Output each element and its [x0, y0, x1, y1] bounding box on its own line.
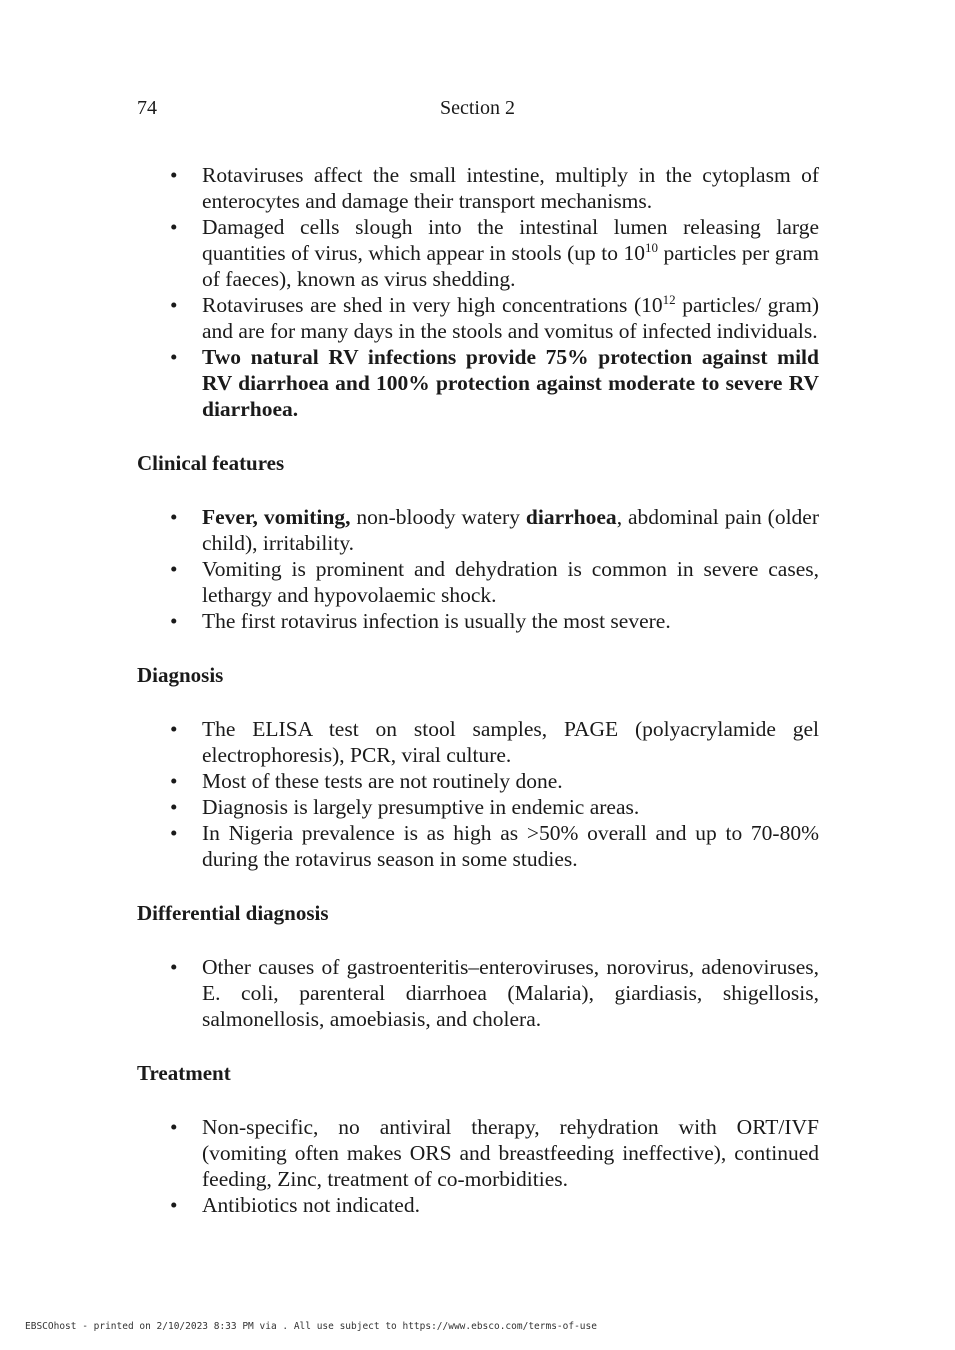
list-item: • The first rotavirus infection is usually the most severe. [137, 608, 819, 634]
list-item: • Non-specific, no antiviral therapy, rehydration with ORT/IVF (vomiting often makes ORS and breastfeeding ineffective), continued feeding, Zinc, treatment of co-morbidities. [137, 1114, 819, 1192]
list-item: • Diagnosis is largely presumptive in endemic areas. [137, 794, 819, 820]
page-number: 74 [137, 97, 157, 119]
list-item: • Most of these tests are not routinely done. [137, 768, 819, 794]
list-item: • Damaged cells slough into the intestinal lumen releasing large quantities of virus, which appear in stools (up to $10^{10}$ particles per gram of faeces), known as virus shedding. [137, 214, 819, 292]
running-head: Section 2 [440, 97, 515, 119]
list-item: • Other causes of gastroenteritis–enteroviruses, norovirus, adenoviruses, E. coli, parenteral diarrhoea (Malaria), giardiasis, shigellosis, salmonellosis, amoebiasis, and cholera. [137, 954, 819, 1032]
list-item: • Two natural RV infections provide 75% protection against mild RV diarrhoea and 100% protection against moderate to severe RV diarrhoea. [137, 344, 819, 422]
list-item: • Fever, vomiting, non-bloody watery diarrhoea, abdominal pain (older child), irritability. [137, 504, 819, 556]
list-item: • The ELISA test on stool samples, PAGE (polyacrylamide gel electrophoresis), PCR, viral culture. [137, 716, 819, 768]
ebsco-footer: EBSCOhost - printed on 2/10/2023 8:33 PM via . All use subject to https://www.ebsco.com/terms-of-use [25, 1321, 597, 1332]
intro-bullet-list [137, 162, 819, 422]
differential-diagnosis-list [137, 954, 819, 1032]
treatment-list [137, 1114, 819, 1218]
list-item: • Vomiting is prominent and dehydration is common in severe cases, lethargy and hypovolaemic shock. [137, 556, 819, 608]
list-item: • Rotaviruses affect the small intestine, multiply in the cytoplasm of enterocytes and damage their transport mechanisms. [137, 162, 819, 214]
list-item: • Rotaviruses are shed in very high concentrations ($10^{12}$ particles/ gram) and are for many days in the stools and vomitus of infected individuals. [137, 292, 819, 344]
section-heading-clinical-features: Clinical features [137, 451, 285, 475]
section-heading-differential-diagnosis: Differential diagnosis [137, 901, 329, 925]
section-heading-treatment: Treatment [137, 1061, 231, 1085]
list-item: • Antibiotics not indicated. [137, 1192, 819, 1218]
section-heading-diagnosis: Diagnosis [137, 663, 224, 687]
clinical-features-list [137, 504, 819, 634]
diagnosis-list [137, 716, 819, 872]
page-content [137, 162, 819, 1218]
list-item: • In Nigeria prevalence is as high as >50% overall and up to 70-80% during the rotavirus season in some studies. [137, 820, 819, 872]
